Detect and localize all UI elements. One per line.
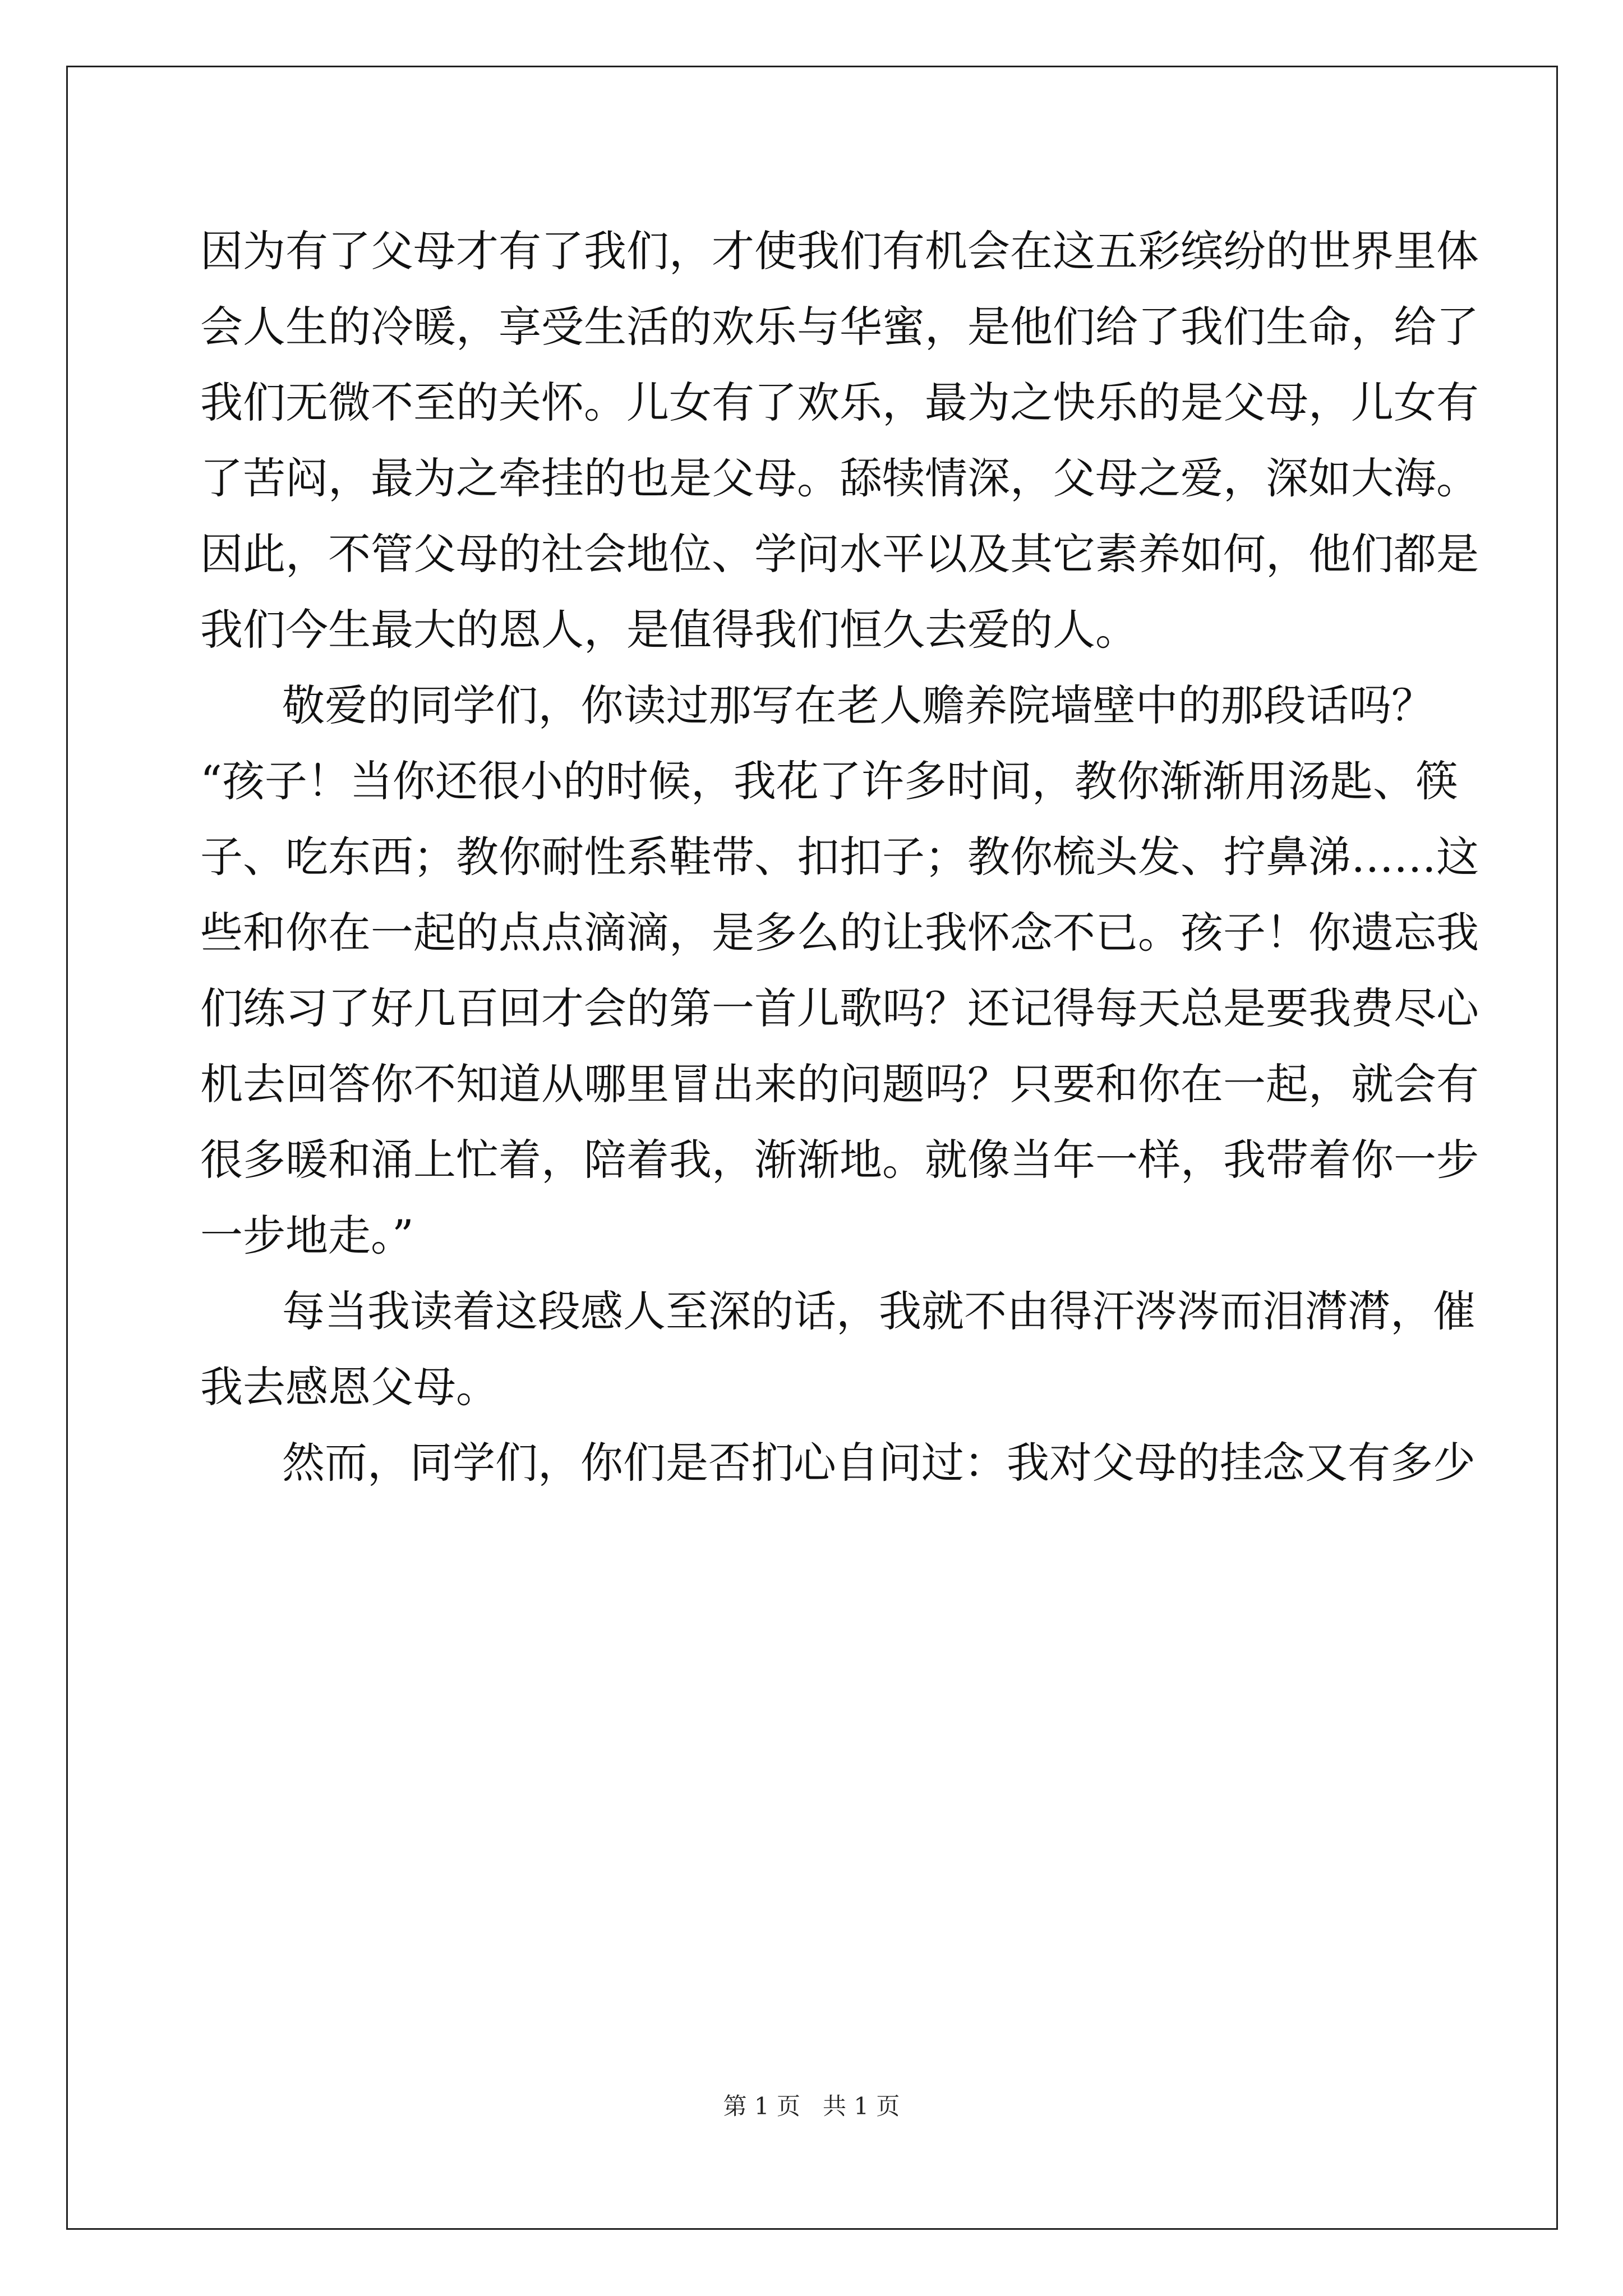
- page-total: 共 1 页: [823, 2092, 900, 2120]
- text-line: 我们无微不至的关怀。儿女有了欢乐，最为之快乐的是父母，儿女有: [200, 378, 1479, 427]
- text-line: 机去回答你不知道从哪里冒出来的问题吗？只要和你在一起，就会有: [200, 1059, 1479, 1109]
- document-body: [200, 213, 1479, 1501]
- text-line: 们练习了好几百回才会的第一首儿歌吗？还记得每天总是要我费尽心: [200, 983, 1479, 1033]
- text-line: 我去感恩父母。: [200, 1362, 499, 1412]
- text-line: 了苦闷，最为之牵挂的也是父母。舔犊情深，父母之爱，深如大海。: [200, 453, 1479, 503]
- text-line: 敬爱的同学们，你读过那写在老人赡养院墙壁中的那段话吗？: [282, 680, 1434, 730]
- text-line: 很多暖和涌上忙着，陪着我，渐渐地。就像当年一样，我带着你一步: [200, 1135, 1479, 1185]
- text-line: 然而，同学们，你们是否扪心自问过：我对父母的挂念又有多少: [282, 1438, 1476, 1488]
- page-footer: [0, 2088, 1623, 2122]
- text-line: 因此，不管父母的社会地位、学问水平以及其它素养如何，他们都是: [200, 529, 1479, 579]
- text-line: 些和你在一起的点点滴滴，是多么的让我怀念不已。孩子！你遗忘我: [200, 908, 1479, 958]
- text-line: 我们今生最大的恩人，是值得我们恒久去爱的人。: [200, 605, 1138, 655]
- text-line: 一步地走。”: [200, 1211, 414, 1260]
- text-line: 会人生的冷暖，享受生活的欢乐与华蜜，是他们给了我们生命，给了: [200, 302, 1479, 352]
- text-line: 子、吃东西；教你耐性系鞋带、扣扣子；教你梳头发、拧鼻涕……这: [200, 832, 1479, 882]
- text-line: 因为有了父母才有了我们，才使我们有机会在这五彩缤纷的世界里体: [200, 226, 1479, 276]
- page-number: 第 1 页: [723, 2092, 800, 2120]
- text-line: 每当我读着这段感人至深的话，我就不由得汗涔涔而泪潸潸，催: [282, 1286, 1476, 1336]
- text-line: “孩子！当你还很小的时候，我花了许多时间，教你渐渐用汤匙、筷: [200, 756, 1458, 806]
